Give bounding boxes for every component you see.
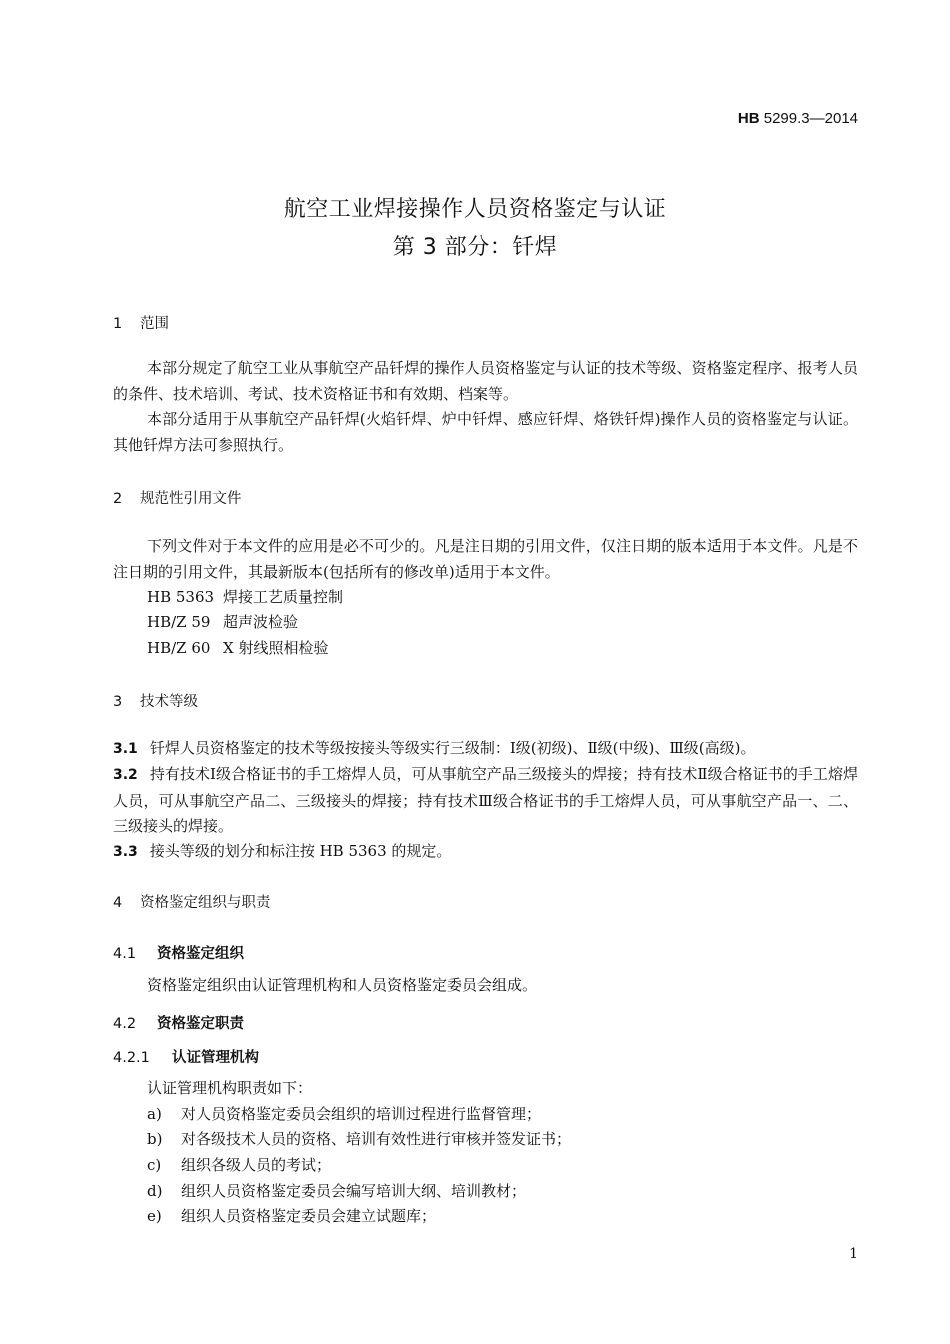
- section-3-heading: [113, 690, 198, 711]
- list-item-text: 组织人员资格鉴定委员会建立试题库；: [181, 1207, 437, 1225]
- section-4-heading: [113, 891, 271, 912]
- list-item-label: b): [147, 1130, 163, 1148]
- section-title: 规范性引用文件: [140, 491, 242, 507]
- section-number: 4: [113, 895, 123, 911]
- section-number: 1: [113, 316, 123, 332]
- clause-number: 3.1: [113, 741, 138, 757]
- list-item-text: 组织各级人员的考试；: [181, 1156, 332, 1174]
- list-item: [147, 1154, 331, 1175]
- reference-item: [147, 586, 343, 607]
- clause-number: 3.3: [113, 844, 138, 860]
- section-1-paragraph-1: 本部分规定了航空工业从事航空产品钎焊的操作人员资格鉴定与认证的技术等级、资格鉴定程序、报考人员的条件、技术培训、考试、技术资格证书和有效期、档案等。: [113, 359, 858, 403]
- subsection-number: 4.1: [113, 946, 137, 962]
- reference-title: 超声波检验: [223, 613, 299, 631]
- clause-3-2: [113, 762, 858, 840]
- reference-code: HB/Z 60: [147, 639, 211, 657]
- list-item-text: 对人员资格鉴定委员会组织的培训过程进行监督管理；: [181, 1105, 542, 1123]
- reference-item: [147, 611, 298, 632]
- title-line-1: 航空工业焊接操作人员资格鉴定与认证: [283, 197, 667, 222]
- subsection-number: 4.2: [113, 1016, 137, 1032]
- list-item-text: 组织人员资格鉴定委员会编写培训大纲、培训教材；: [181, 1182, 527, 1200]
- list-item: [147, 1180, 526, 1201]
- section-title: 资格鉴定组织与职责: [140, 895, 271, 911]
- clause-number: 3.2: [113, 767, 138, 783]
- title-line-2: 第 3 部分：钎焊: [392, 235, 558, 260]
- page-number: 1: [849, 1246, 858, 1262]
- reference-title: 焊接工艺质量控制: [223, 588, 344, 606]
- subsection-number: 4.2.1: [113, 1050, 150, 1066]
- reference-code: HB 5363: [147, 588, 215, 606]
- subsection-4-2-heading: [113, 1012, 244, 1033]
- list-item: [147, 1128, 571, 1149]
- subsection-title: 资格鉴定职责: [157, 1016, 244, 1032]
- clause-3-3: [113, 839, 858, 866]
- list-item-text: 对各级技术人员的资格、培训有效性进行审核并签发证书；: [181, 1130, 572, 1148]
- duties-intro: 认证管理机构职责如下：: [147, 1079, 313, 1097]
- doc-code: 5299.3—2014: [763, 110, 858, 127]
- list-item: [147, 1205, 436, 1226]
- subsection-title: 认证管理机构: [172, 1050, 259, 1066]
- subsection-4-1-heading: [113, 942, 244, 963]
- subsection-4-1-text: 资格鉴定组织由认证管理机构和人员资格鉴定委员会组成。: [147, 976, 538, 994]
- section-title: 技术等级: [140, 694, 198, 710]
- subsection-4-2-1-heading: [113, 1046, 259, 1067]
- document-number: [738, 110, 858, 127]
- clause-text: 接头等级的划分和标注按 HB 5363 的规定。: [149, 842, 452, 860]
- section-2-paragraph: 下列文件对于本文件的应用是必不可少的。凡是注日期的引用文件，仅注日期的版本适用于本文件。凡是不注日期的引用文件，其最新版本(包括所有的修改单)适用于本文件。: [113, 537, 858, 581]
- list-item: [147, 1103, 541, 1124]
- reference-item: [147, 637, 328, 658]
- reference-code: HB/Z 59: [147, 613, 211, 631]
- list-item-label: c): [147, 1156, 162, 1174]
- list-item-label: a): [147, 1105, 162, 1123]
- reference-title: X 射线照相检验: [223, 639, 329, 657]
- section-number: 2: [113, 491, 123, 507]
- list-item-label: d): [147, 1182, 163, 1200]
- section-title: 范围: [140, 316, 169, 332]
- clause-text: 钎焊人员资格鉴定的技术等级按接头等级实行三级制：Ⅰ级(初级)、Ⅱ级(中级)、Ⅲ级(高级)。: [149, 739, 756, 757]
- doc-prefix: HB: [737, 110, 760, 127]
- clause-text: 持有技术Ⅰ级合格证书的手工熔焊人员，可从事航空产品三级接头的焊接；持有技术Ⅱ级合格证书的手工熔焊人员，可从事航空产品二、三级接头的焊接；持有技术Ⅲ级合格证书的手工熔焊人员，可从事航空产品一、二、三级接头的焊接。: [113, 765, 858, 835]
- section-1-paragraph-2: 本部分适用于从事航空产品钎焊(火焰钎焊、炉中钎焊、感应钎焊、烙铁钎焊)操作人员的资格鉴定与认证。其他钎焊方法可参照执行。: [113, 410, 858, 454]
- section-2-heading: [113, 487, 242, 508]
- list-item-label: e): [147, 1207, 162, 1225]
- section-number: 3: [113, 694, 123, 710]
- subsection-title: 资格鉴定组织: [157, 946, 244, 962]
- section-1-heading: [113, 312, 169, 333]
- clause-3-1: [113, 736, 858, 763]
